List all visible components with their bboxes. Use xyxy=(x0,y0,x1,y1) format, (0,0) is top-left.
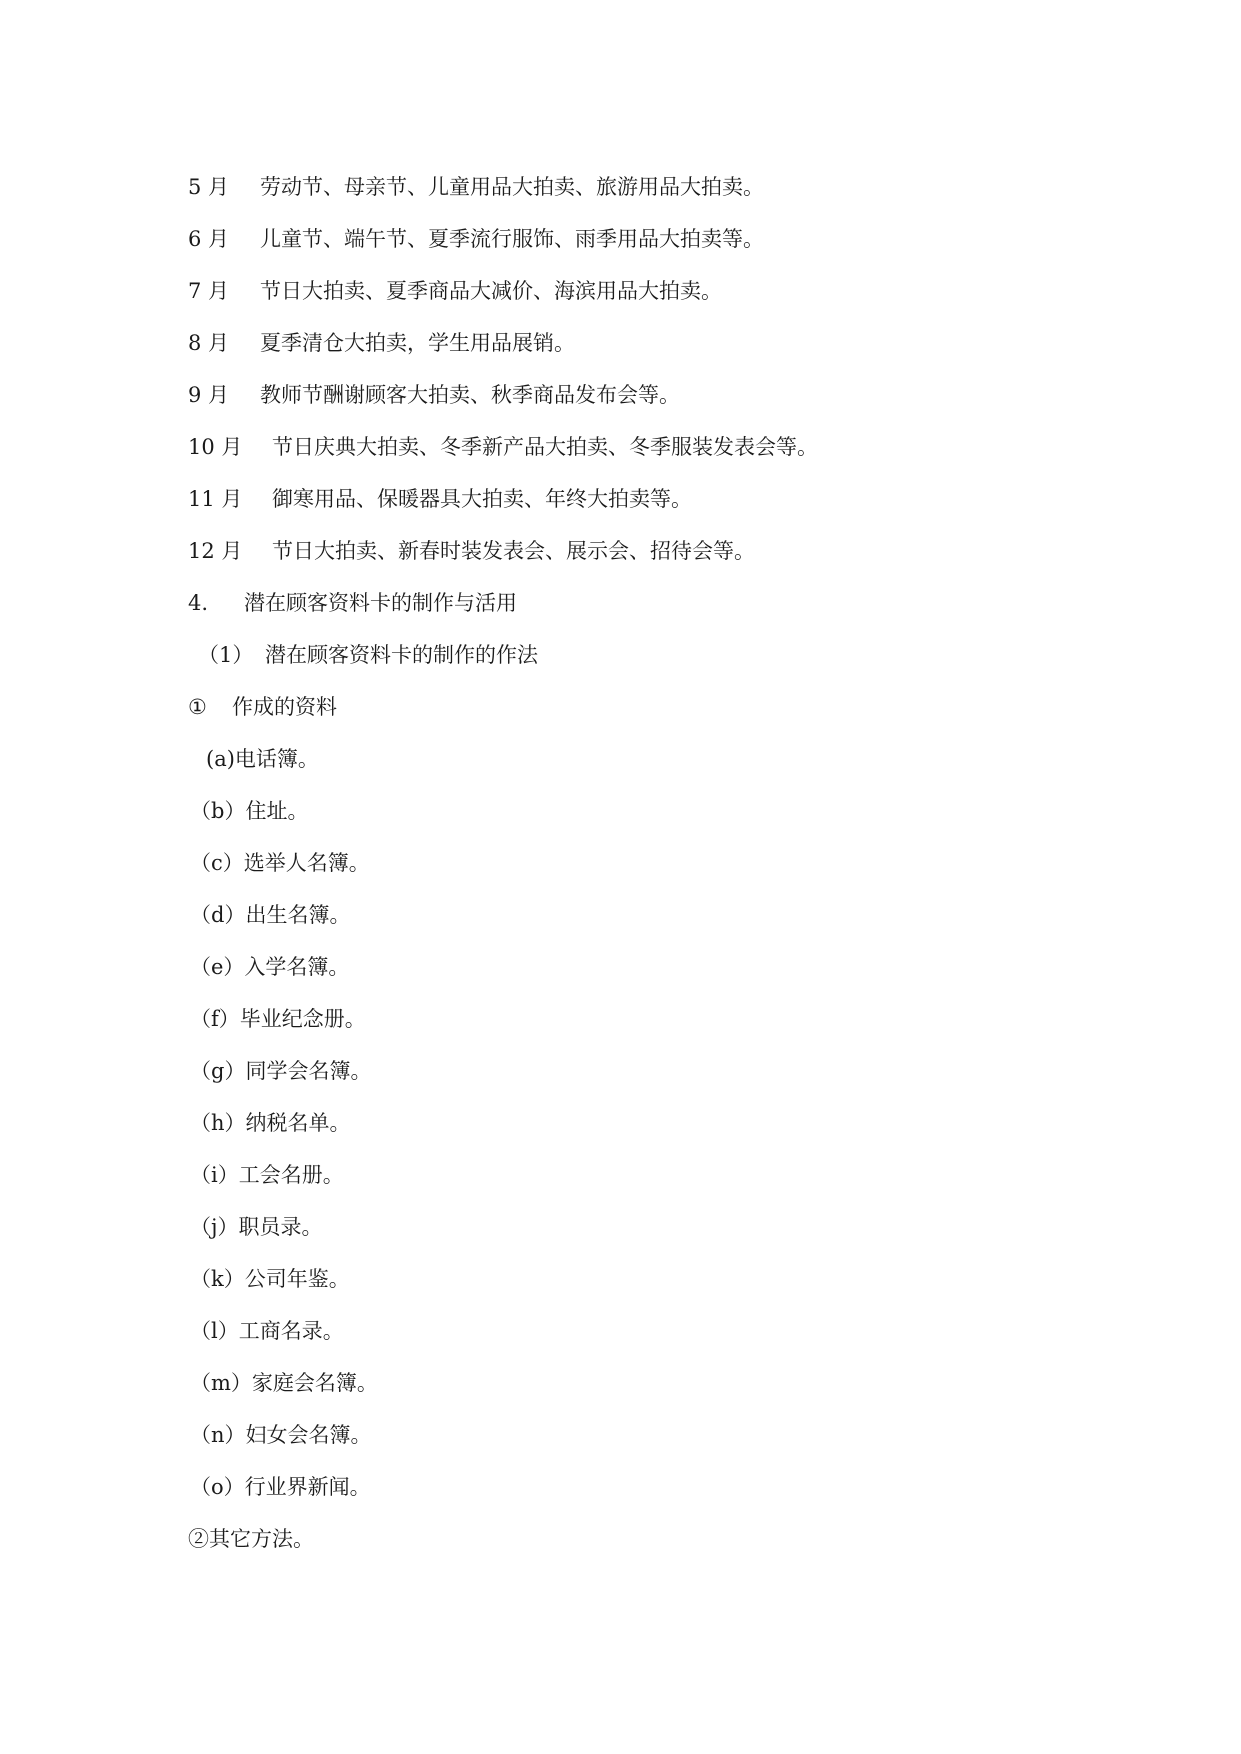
subsection-title: 潜在顾客资料卡的制作的作法 xyxy=(265,643,538,667)
month-events: 夏季清仓大拍卖，学生用品展销。 xyxy=(260,331,575,355)
month-events: 节日大拍卖、夏季商品大减价、海滨用品大拍卖。 xyxy=(260,279,722,303)
list-item-text: （n）妇女会名簿。 xyxy=(190,1423,372,1447)
month-events: 儿童节、端午节、夏季流行服饰、雨季用品大拍卖等。 xyxy=(260,227,764,251)
list-item-text: （m）家庭会名簿。 xyxy=(190,1371,378,1395)
month-events: 劳动节、母亲节、儿童用品大拍卖、旅游用品大拍卖。 xyxy=(260,175,764,199)
point-number: ① xyxy=(188,695,207,719)
month-events: 教师节酬谢顾客大拍卖、秋季商品发布会等。 xyxy=(260,383,680,407)
month-events: 节日大拍卖、新春时装发表会、展示会、招待会等。 xyxy=(272,539,755,563)
list-item-text: （d）出生名簿。 xyxy=(190,903,351,927)
list-item-text: （l）工商名录。 xyxy=(190,1319,344,1343)
list-item-text: （c）选举人名簿。 xyxy=(190,851,370,875)
month-label: 10 月 xyxy=(188,435,243,459)
point-other-methods: ②其它方法。 xyxy=(188,1527,314,1551)
list-item-text: （e）入学名簿。 xyxy=(190,955,350,979)
list-item-text: （f）毕业纪念册。 xyxy=(190,1007,366,1031)
month-label: 7 月 xyxy=(188,279,230,303)
month-label: 12 月 xyxy=(188,539,243,563)
subsection-number: （1） xyxy=(198,643,254,667)
month-label: 11 月 xyxy=(188,487,243,511)
list-item-text: （h）纳税名单。 xyxy=(190,1111,351,1135)
list-item-text: (a)电话簿。 xyxy=(206,747,319,771)
list-item-text: （b）住址。 xyxy=(190,799,309,823)
month-events: 节日庆典大拍卖、冬季新产品大拍卖、冬季服装发表会等。 xyxy=(272,435,818,459)
list-item-text: （g）同学会名簿。 xyxy=(190,1059,372,1083)
month-label: 9 月 xyxy=(188,383,230,407)
list-item-text: （i）工会名册。 xyxy=(190,1163,344,1187)
month-label: 6 月 xyxy=(188,227,230,251)
list-item-text: （o）行业界新闻。 xyxy=(190,1475,371,1499)
month-events: 御寒用品、保暖器具大拍卖、年终大拍卖等。 xyxy=(272,487,692,511)
point-title: 作成的资料 xyxy=(232,695,337,719)
section-number: 4. xyxy=(188,591,209,615)
section-title: 潜在顾客资料卡的制作与活用 xyxy=(244,591,517,615)
list-item-text: （j）职员录。 xyxy=(190,1215,323,1239)
month-label: 5 月 xyxy=(188,175,230,199)
month-label: 8 月 xyxy=(188,331,230,355)
list-item-text: （k）公司年鉴。 xyxy=(190,1267,350,1291)
